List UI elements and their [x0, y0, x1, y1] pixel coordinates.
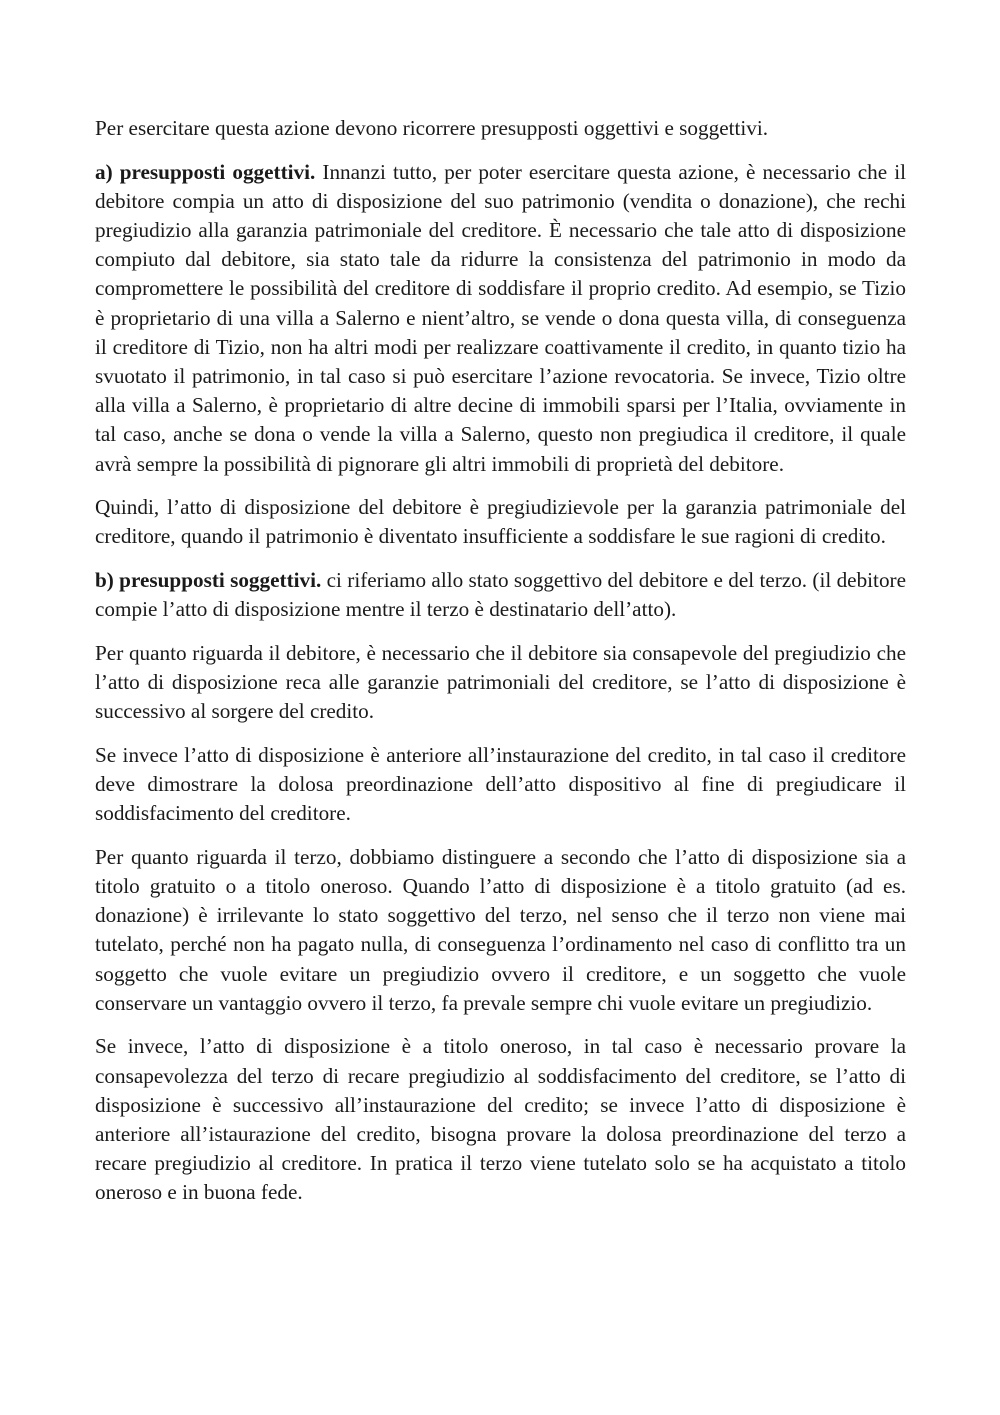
oneroso-paragraph: Se invece, l’atto di disposizione è a titolo oneroso, in tal caso è necessario provare la consapevolezza del terzo di recare pregiudizio al soddisfacimento del creditore, se l’atto di disposizione è successivo all’instaurazione del credito; se invece l’atto di disposizione è anteriore all’istaurazione del credito, bisogna provare la dolosa preordinazione del terzo a recare pregiudizio al creditore. In pratica il terzo viene tutelato solo se ha acquistato a titolo oneroso e in buona fede.	[95, 1034, 906, 1205]
anteriore-paragraph: Se invece l’atto di disposizione è anteriore all’instaurazione del credito, in tal caso il creditore deve dimostrare la dolosa preordinazione dell’atto dispositivo al fine di pregiudicare il soddisfacimento del creditore.	[95, 742, 906, 826]
section-b-text: ci riferiamo allo stato soggettivo del debitore e del terzo. (il debitore compie l’atto di disposizione mentre il terzo è destinatario dell’atto).	[95, 568, 906, 622]
section-a-text: Innanzi tutto, per poter esercitare questa azione, è necessario che il debitore compia un atto di disposizione del suo patrimonio (vendita o donazione), che rechi pregiudizio alla garanzia patrimoniale del creditore. È necessario che tale atto di disposizione compiuto dal debitore, sia stato tale da ridurre la consistenza del patrimonio in modo da compromettere le possibilità del creditore di soddisfare il proprio credito. Ad esempio, se Tizio è proprietario di una villa a Salerno e nient’altro, se vende o dona questa villa, di conseguenza il creditore di Tizio, non ha altri modi per realizzare coattivamente il credito, in quanto tizio ha svuotato il patrimonio, in tal caso si può esercitare l’azione revocatoria. Se invece, Tizio oltre alla villa a Salerno, è proprietario di altre decine di immobili sparsi per l’Italia, ovviamente in tal caso, anche se dona o vende la villa a Salerno, questo non pregiudica il creditore, il quale avrà sempre la possibilità di pignorare gli altri immobili di proprietà del debitore.	[95, 159, 906, 476]
section-b-paragraph	[95, 566, 906, 624]
section-b-heading: b) presupposti soggettivi.	[95, 568, 322, 593]
terzo-paragraph: Per quanto riguarda il terzo, dobbiamo distinguere a secondo che l’atto di disposizione sia a titolo gratuito o a titolo oneroso. Quando l’atto di disposizione è a titolo gratuito (ad es. donazione) è irrilevante lo stato soggettivo del terzo, nel senso che il terzo non viene mai tutelato, perché non ha pagato nulla, di conseguenza l’ordinamento nel caso di conflitto tra un soggetto che vuole evitare un pregiudizio ovvero il creditore, e un soggetto che vuole conservare un vantaggio ovvero il terzo, fa prevale sempre chi vuole evitare un pregiudizio.	[95, 844, 906, 1015]
intro-paragraph: Per esercitare questa azione devono ricorrere presupposti oggettivi e soggettivi.	[95, 116, 769, 140]
section-a-heading: a) presupposti oggettivi.	[95, 159, 316, 184]
quindi-paragraph: Quindi, l’atto di disposizione del debitore è pregiudizievole per la garanzia patrimoniale del creditore, quando il patrimonio è diventato insufficiente a soddisfare le sue ragioni di credito.	[95, 495, 906, 549]
debitore-paragraph: Per quanto riguarda il debitore, è necessario che il debitore sia consapevole del pregiudizio che l’atto di disposizione reca alle garanzie patrimoniali del creditore, se l’atto di disposizione è successivo al sorgere del credito.	[95, 640, 906, 724]
document-page	[95, 114, 906, 1222]
section-a-paragraph	[95, 158, 906, 479]
